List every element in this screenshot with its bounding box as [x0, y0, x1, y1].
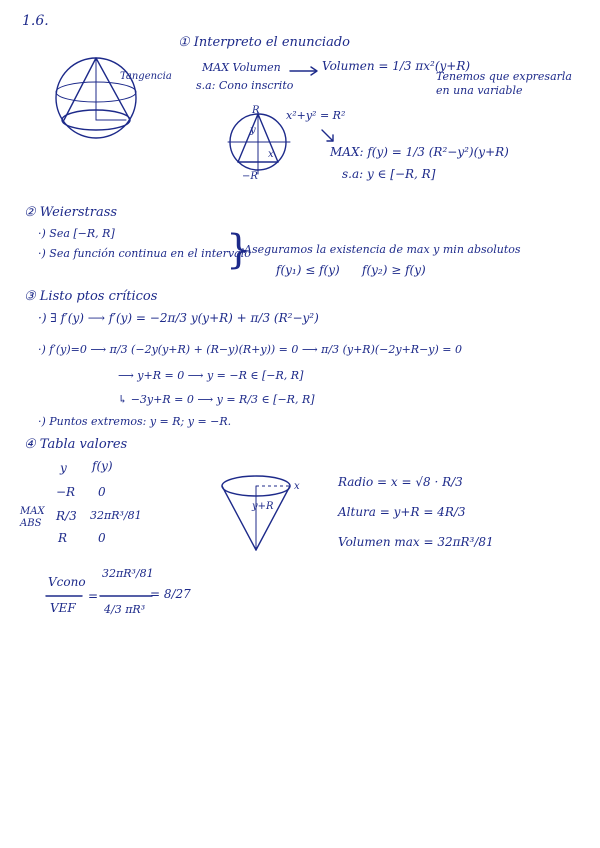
derivative-line: ·) ∃ f′(y) ⟶ f′(y) = −2π/3 y(y+R) + π/3 (R²−y²) — [38, 311, 319, 325]
section4-heading: ④ Tabla valores — [24, 437, 128, 452]
table-row: R/3 — [56, 509, 77, 523]
ratio-denominator-value: 4/3 πR³ — [104, 603, 146, 616]
equals-sign: = — [88, 589, 99, 603]
table-row: 32πR³/81 — [90, 509, 142, 522]
cone-radius-label: x — [294, 481, 300, 492]
ratio-numerator-value: 32πR³/81 — [102, 567, 154, 580]
max-f-function: MAX: f(y) = 1/3 (R²−y²)(y+R) — [330, 145, 509, 159]
domain-constraint: s.a: y ∈ [−R, R] — [342, 167, 436, 181]
weierstrass-item1: ·) Sea [−R, R] — [38, 227, 115, 240]
section3-heading: ③ Listo ptos críticos — [24, 289, 158, 304]
section1-heading: ① Interpreto el enunciado — [178, 35, 350, 50]
max-abs-label: MAX ABS — [20, 506, 45, 529]
arrow-down-icon — [320, 128, 336, 144]
endpoints-line: ·) Puntos extremos: y = R; y = −R. — [38, 415, 232, 428]
table-row: 0 — [98, 531, 106, 545]
inequality-min: f(y₁) ≤ f(y) — [276, 263, 340, 277]
ratio-numerator-label: Vcono — [48, 575, 86, 589]
ratio-result: = 8/27 — [150, 587, 191, 601]
variable-note: Tenemos que expresarla en una variable — [436, 70, 572, 98]
max-volume-line: MAX Volumen — [202, 61, 281, 74]
table-row: R — [58, 531, 68, 545]
volume-formula: Volumen = 1/3 πx²(y+R) — [322, 59, 471, 73]
circle-top-label: R — [252, 105, 260, 116]
weierstrass-conclusion: Aseguramos la existencia de max y min absolutos — [244, 243, 521, 256]
tangencia-label: Tangencia — [120, 71, 172, 82]
ratio-denominator-label: VEF — [50, 601, 76, 615]
inequality-max: f(y₂) ≥ f(y) — [362, 263, 426, 277]
fraction-bar — [46, 594, 86, 598]
table-col-y: y — [60, 461, 67, 475]
radius-result: Radio = x = √8 · R/3 — [338, 475, 463, 489]
circle-bottom-label: −R — [242, 171, 258, 182]
table-row: −R — [56, 485, 76, 499]
fraction-bar — [100, 594, 156, 598]
critical-point-1: ⟶ y+R = 0 ⟶ y = −R ∈ [−R, R] — [118, 369, 304, 382]
circle-equation: x²+y² = R² — [286, 109, 346, 122]
critical-point-2: ↳ −3y+R = 0 ⟶ y = R/3 ∈ [−R, R] — [118, 393, 315, 406]
problem-number: 1.6. — [22, 13, 49, 29]
table-col-f: f(y) — [92, 459, 113, 473]
brace-icon: } — [226, 227, 252, 273]
cone-height-label: y+R — [252, 501, 274, 512]
subject-to-line: s.a: Cono inscrito — [196, 79, 294, 92]
arrow-icon — [290, 66, 320, 76]
critical-equation-line: ·) f′(y)=0 ⟶ π/3 (−2y(y+R) + (R−y)(R+y)) = 0 ⟶ π/3 (y+R)(−2y+R−y) = 0 — [38, 343, 463, 356]
sphere-cone-sketch — [38, 40, 158, 150]
circle-y-label: y — [250, 125, 256, 136]
section2-heading: ② Weierstrass — [24, 205, 118, 220]
weierstrass-item2: ·) Sea función continua en el intervalo — [38, 247, 251, 260]
max-volume-result: Volumen max = 32πR³/81 — [338, 535, 494, 549]
circle-x-label: x — [268, 149, 274, 160]
table-row: 0 — [98, 485, 106, 499]
height-result: Altura = y+R = 4R/3 — [338, 505, 466, 519]
